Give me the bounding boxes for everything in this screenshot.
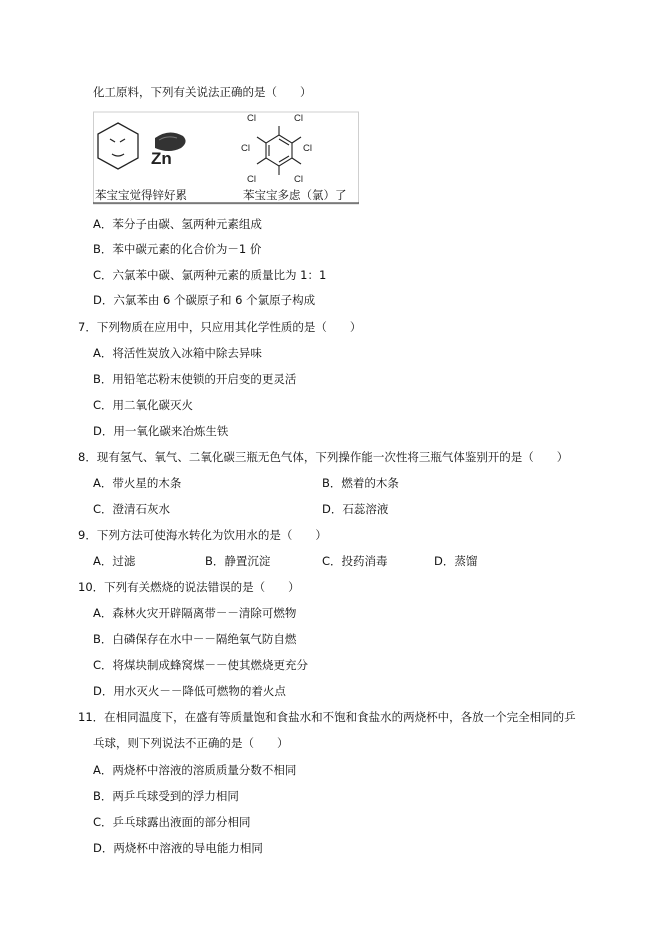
q6-stem-continuation: 化工原料，下列有关说法正确的是（ ） [93,85,312,99]
cl-label: Cl [303,143,312,154]
cl-label: Cl [247,174,256,185]
cl-label: Cl [294,113,303,124]
q6-option-b: B．苯中碳元素的化合价为－1 价 [93,242,262,256]
figure-caption-right: 苯宝宝多虑（氯）了 [243,188,347,202]
q6-figure [93,110,359,206]
q7-option-d: D．用一氧化碳来冶炼生铁 [93,424,229,438]
q10-stem: 10．下列有关燃烧的说法错误的是（ ） [78,580,300,594]
q10-option-c: C．将煤块制成蜂窝煤－－使其燃烧更充分 [93,658,309,672]
q6-option-c: C．六氯苯中碳、氯两种元素的质量比为 1：1 [93,268,327,282]
cl-label: Cl [247,113,256,124]
q7-stem: 7．下列物质在应用中，只应用其化学性质的是（ ） [78,320,362,334]
hexachlorobenzene-icon [257,126,301,175]
figure-caption-left: 苯宝宝觉得锌好累 [95,188,187,202]
q6-option-d: D．六氯苯由 6 个碳原子和 6 个氯原子构成 [93,293,316,307]
q11-option-b: B．两乒乓球受到的浮力相同 [93,789,239,803]
q7-option-b: B．用铅笔芯粉末使锁的开启变的更灵活 [93,372,297,386]
q10-option-a: A．森林火灾开辟隔离带－－清除可燃物 [93,606,297,620]
q9-stem: 9．下列方法可使海水转化为饮用水的是（ ） [78,528,327,542]
q8-option-a: A．带火星的木条 [93,476,182,490]
q8-option-b: B．燃着的木条 [322,476,399,490]
q11-option-d: D．两烧杯中溶液的导电能力相同 [93,841,263,855]
benzene-face-icon [98,123,138,169]
q8-option-d: D．石蕊溶液 [322,502,389,516]
q9-option-d: D．蒸馏 [434,554,478,568]
q11-stem-line2: 乓球，则下列说法不正确的是（ ） [93,736,289,750]
cl-label: Cl [241,143,250,154]
q9-option-b: B．静置沉淀 [205,554,271,568]
q9-option-a: A．过滤 [93,554,136,568]
q8-option-c: C．澄清石灰水 [93,502,171,516]
q10-option-d: D．用水灭火－－降低可燃物的着火点 [93,684,286,698]
q6-option-a: A．苯分子由碳、氢两种元素组成 [93,217,262,231]
q11-stem-line1: 11．在相同温度下，在盛有等质量饱和食盐水和不饱和食盐水的两烧杯中，各放一个完全相同的乒 [78,710,576,724]
cl-label: Cl [294,174,303,185]
q9-option-c: C．投药消毒 [322,554,388,568]
q11-option-c: C．乒乓球露出液面的部分相同 [93,815,251,829]
q11-option-a: A．两烧杯中溶液的溶质质量分数不相同 [93,763,297,777]
zn-label: Zn [151,149,172,168]
q7-option-c: C．用二氧化碳灭火 [93,398,194,412]
q7-option-a: A．将活性炭放入冰箱中除去异味 [93,346,262,360]
q8-stem: 8．现有氢气、氧气、二氧化碳三瓶无色气体，下列操作能一次性将三瓶气体鉴别开的是（ ） [78,450,569,464]
q10-option-b: B．白磷保存在水中－－隔绝氧气防自燃 [93,632,297,646]
